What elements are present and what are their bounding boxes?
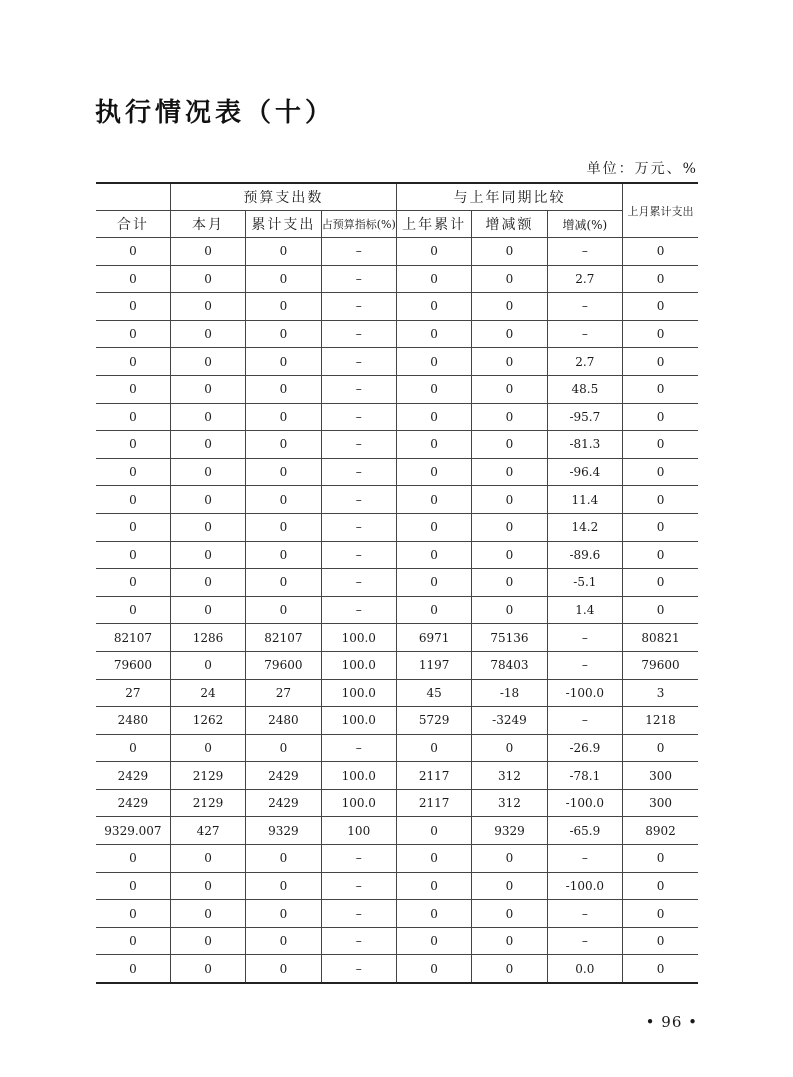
cell-cumulative: 0 [246, 900, 321, 928]
cell-last-month: 0 [623, 513, 698, 541]
cell-change-amount: 0 [472, 238, 547, 266]
cell-this-month: 1286 [170, 624, 245, 652]
cell-cumulative: 0 [246, 458, 321, 486]
cell-cumulative: 0 [246, 265, 321, 293]
cell-last-year: 0 [396, 734, 471, 762]
table-row [96, 569, 698, 597]
cell-last-year: 0 [396, 403, 471, 431]
cell-last-month: 300 [623, 789, 698, 817]
table-row [96, 872, 698, 900]
cell-total: 0 [96, 486, 170, 514]
cell-change-amount: 0 [472, 513, 547, 541]
header-total: 合计 [96, 211, 170, 238]
cell-change-pct: 48.5 [547, 375, 622, 403]
table-row [96, 320, 698, 348]
cell-total: 0 [96, 375, 170, 403]
cell-this-month: 1262 [170, 707, 245, 735]
cell-cumulative: 0 [246, 431, 321, 459]
cell-total: 27 [96, 679, 170, 707]
cell-total: 0 [96, 320, 170, 348]
cell-change-pct: -100.0 [547, 789, 622, 817]
cell-last-month: 0 [623, 348, 698, 376]
cell-last-month: 80821 [623, 624, 698, 652]
cell-cumulative: 0 [246, 375, 321, 403]
cell-pct-budget: – [321, 569, 396, 597]
cell-cumulative: 0 [246, 513, 321, 541]
cell-pct-budget: 100.0 [321, 762, 396, 790]
execution-table [96, 182, 698, 984]
cell-pct-budget: – [321, 320, 396, 348]
cell-last-year: 5729 [396, 707, 471, 735]
table-row [96, 789, 698, 817]
cell-this-month: 0 [170, 320, 245, 348]
cell-last-year: 0 [396, 900, 471, 928]
table-row [96, 265, 698, 293]
cell-pct-budget: – [321, 513, 396, 541]
cell-change-amount: 0 [472, 265, 547, 293]
cell-cumulative: 0 [246, 596, 321, 624]
cell-change-amount: 0 [472, 596, 547, 624]
cell-change-pct: – [547, 707, 622, 735]
cell-pct-budget: 100.0 [321, 651, 396, 679]
header-blank [96, 183, 170, 211]
cell-this-month: 2129 [170, 789, 245, 817]
table-row [96, 927, 698, 955]
cell-change-pct: -100.0 [547, 679, 622, 707]
cell-change-pct: – [547, 845, 622, 873]
cell-change-pct: 2.7 [547, 348, 622, 376]
cell-total: 0 [96, 734, 170, 762]
cell-total: 0 [96, 348, 170, 376]
cell-last-month: 0 [623, 265, 698, 293]
cell-last-month: 0 [623, 320, 698, 348]
cell-this-month: 0 [170, 900, 245, 928]
header-this-month: 本月 [170, 211, 245, 238]
cell-pct-budget: 100 [321, 817, 396, 845]
cell-change-pct: – [547, 624, 622, 652]
cell-change-amount: 0 [472, 872, 547, 900]
cell-change-amount: 75136 [472, 624, 547, 652]
cell-this-month: 0 [170, 734, 245, 762]
cell-last-year: 0 [396, 458, 471, 486]
cell-total: 79600 [96, 651, 170, 679]
cell-pct-budget: – [321, 375, 396, 403]
cell-change-amount: 312 [472, 789, 547, 817]
cell-cumulative: 79600 [246, 651, 321, 679]
cell-pct-budget: – [321, 486, 396, 514]
cell-change-pct: – [547, 238, 622, 266]
page-number: • 96 • [645, 1013, 698, 1031]
cell-this-month: 0 [170, 293, 245, 321]
cell-total: 2480 [96, 707, 170, 735]
table-row [96, 817, 698, 845]
cell-pct-budget: – [321, 458, 396, 486]
cell-last-year: 0 [396, 513, 471, 541]
table-row [96, 707, 698, 735]
cell-change-amount: 0 [472, 569, 547, 597]
cell-last-year: 0 [396, 238, 471, 266]
cell-this-month: 0 [170, 513, 245, 541]
cell-this-month: 0 [170, 541, 245, 569]
header-compare-group: 与上年同期比较 [396, 183, 622, 211]
cell-change-pct: -81.3 [547, 431, 622, 459]
cell-change-pct: – [547, 320, 622, 348]
cell-last-month: 0 [623, 927, 698, 955]
cell-total: 82107 [96, 624, 170, 652]
cell-pct-budget: – [321, 541, 396, 569]
cell-last-month: 0 [623, 375, 698, 403]
cell-change-pct: 1.4 [547, 596, 622, 624]
cell-last-year: 0 [396, 375, 471, 403]
cell-this-month: 0 [170, 375, 245, 403]
cell-this-month: 24 [170, 679, 245, 707]
cell-pct-budget: – [321, 927, 396, 955]
cell-cumulative: 82107 [246, 624, 321, 652]
cell-cumulative: 2429 [246, 762, 321, 790]
header-last-month: 上月累计支出 [623, 183, 698, 238]
cell-total: 0 [96, 458, 170, 486]
cell-total: 0 [96, 927, 170, 955]
cell-last-month: 3 [623, 679, 698, 707]
cell-total: 0 [96, 900, 170, 928]
cell-change-amount: 0 [472, 458, 547, 486]
cell-change-amount: 0 [472, 403, 547, 431]
cell-change-amount: 0 [472, 348, 547, 376]
cell-last-year: 0 [396, 486, 471, 514]
header-row-group [96, 183, 698, 211]
cell-cumulative: 0 [246, 348, 321, 376]
cell-cumulative: 0 [246, 238, 321, 266]
cell-cumulative: 0 [246, 927, 321, 955]
cell-last-year: 0 [396, 596, 471, 624]
cell-change-amount: -3249 [472, 707, 547, 735]
cell-last-year: 2117 [396, 762, 471, 790]
cell-pct-budget: – [321, 265, 396, 293]
cell-cumulative: 2480 [246, 707, 321, 735]
cell-change-pct: -95.7 [547, 403, 622, 431]
cell-this-month: 0 [170, 403, 245, 431]
cell-last-year: 45 [396, 679, 471, 707]
cell-total: 0 [96, 955, 170, 983]
cell-last-year: 0 [396, 320, 471, 348]
cell-pct-budget: – [321, 900, 396, 928]
table-row [96, 679, 698, 707]
table-body [96, 238, 698, 984]
cell-pct-budget: – [321, 872, 396, 900]
cell-change-amount: 0 [472, 955, 547, 983]
cell-last-year: 0 [396, 845, 471, 873]
table-row [96, 624, 698, 652]
cell-cumulative: 0 [246, 872, 321, 900]
cell-last-year: 0 [396, 293, 471, 321]
table-row [96, 458, 698, 486]
cell-cumulative: 0 [246, 955, 321, 983]
header-budget-group: 预算支出数 [170, 183, 396, 211]
cell-this-month: 0 [170, 431, 245, 459]
cell-pct-budget: – [321, 238, 396, 266]
cell-last-year: 0 [396, 927, 471, 955]
cell-this-month: 0 [170, 845, 245, 873]
cell-change-amount: 0 [472, 320, 547, 348]
cell-pct-budget: 100.0 [321, 679, 396, 707]
cell-total: 2429 [96, 762, 170, 790]
cell-cumulative: 0 [246, 569, 321, 597]
cell-total: 9329.007 [96, 817, 170, 845]
cell-last-year: 2117 [396, 789, 471, 817]
cell-total: 0 [96, 293, 170, 321]
cell-change-amount: 0 [472, 431, 547, 459]
cell-this-month: 0 [170, 486, 245, 514]
cell-cumulative: 0 [246, 293, 321, 321]
header-last-year: 上年累计 [396, 211, 471, 238]
cell-last-month: 1218 [623, 707, 698, 735]
unit-label: 单位：万元、% [586, 161, 698, 177]
cell-change-amount: 0 [472, 293, 547, 321]
cell-pct-budget: – [321, 955, 396, 983]
cell-pct-budget: – [321, 403, 396, 431]
cell-change-amount: 312 [472, 762, 547, 790]
cell-last-month: 8902 [623, 817, 698, 845]
table-row [96, 348, 698, 376]
cell-pct-budget: – [321, 293, 396, 321]
cell-change-pct: 11.4 [547, 486, 622, 514]
cell-change-pct: – [547, 651, 622, 679]
cell-total: 0 [96, 265, 170, 293]
cell-change-pct: – [547, 900, 622, 928]
cell-change-pct: -89.6 [547, 541, 622, 569]
cell-last-month: 79600 [623, 651, 698, 679]
table-row [96, 513, 698, 541]
cell-last-month: 0 [623, 238, 698, 266]
table-row [96, 293, 698, 321]
cell-pct-budget: – [321, 845, 396, 873]
cell-cumulative: 0 [246, 845, 321, 873]
cell-pct-budget: 100.0 [321, 707, 396, 735]
cell-this-month: 0 [170, 238, 245, 266]
header-pct-budget: 占预算指标(%) [321, 211, 396, 238]
cell-total: 0 [96, 431, 170, 459]
cell-total: 0 [96, 845, 170, 873]
cell-pct-budget: – [321, 734, 396, 762]
cell-change-pct: 0.0 [547, 955, 622, 983]
cell-last-year: 0 [396, 431, 471, 459]
cell-change-amount: 0 [472, 900, 547, 928]
cell-total: 0 [96, 569, 170, 597]
cell-this-month: 0 [170, 872, 245, 900]
cell-cumulative: 0 [246, 486, 321, 514]
table-row [96, 734, 698, 762]
cell-last-year: 0 [396, 265, 471, 293]
cell-cumulative: 0 [246, 403, 321, 431]
cell-last-month: 0 [623, 734, 698, 762]
cell-last-month: 0 [623, 596, 698, 624]
cell-last-year: 1197 [396, 651, 471, 679]
cell-last-year: 0 [396, 817, 471, 845]
cell-this-month: 0 [170, 458, 245, 486]
cell-last-year: 0 [396, 541, 471, 569]
cell-change-pct: – [547, 927, 622, 955]
header-change-pct: 增减(%) [547, 211, 622, 238]
table-row [96, 955, 698, 983]
cell-this-month: 0 [170, 265, 245, 293]
cell-change-pct: -78.1 [547, 762, 622, 790]
cell-change-amount: 78403 [472, 651, 547, 679]
cell-change-amount: 0 [472, 486, 547, 514]
cell-this-month: 0 [170, 569, 245, 597]
cell-total: 0 [96, 872, 170, 900]
cell-change-pct: -5.1 [547, 569, 622, 597]
cell-change-pct: 14.2 [547, 513, 622, 541]
table-row [96, 762, 698, 790]
cell-change-amount: 0 [472, 375, 547, 403]
cell-cumulative: 9329 [246, 817, 321, 845]
cell-cumulative: 2429 [246, 789, 321, 817]
table-row [96, 486, 698, 514]
cell-change-amount: 0 [472, 734, 547, 762]
cell-last-month: 0 [623, 541, 698, 569]
cell-pct-budget: 100.0 [321, 789, 396, 817]
cell-this-month: 0 [170, 651, 245, 679]
cell-change-amount: 0 [472, 927, 547, 955]
cell-cumulative: 0 [246, 320, 321, 348]
cell-last-month: 0 [623, 293, 698, 321]
cell-last-month: 0 [623, 431, 698, 459]
cell-total: 0 [96, 596, 170, 624]
cell-last-year: 0 [396, 955, 471, 983]
cell-total: 0 [96, 403, 170, 431]
table-row [96, 845, 698, 873]
cell-last-year: 0 [396, 872, 471, 900]
cell-this-month: 0 [170, 596, 245, 624]
cell-change-pct: -26.9 [547, 734, 622, 762]
cell-this-month: 0 [170, 348, 245, 376]
cell-this-month: 2129 [170, 762, 245, 790]
cell-last-month: 0 [623, 458, 698, 486]
table-row [96, 375, 698, 403]
cell-last-month: 0 [623, 845, 698, 873]
cell-last-month: 300 [623, 762, 698, 790]
cell-change-pct: – [547, 293, 622, 321]
table-row [96, 431, 698, 459]
cell-last-month: 0 [623, 403, 698, 431]
cell-last-month: 0 [623, 872, 698, 900]
cell-change-amount: 9329 [472, 817, 547, 845]
table-row [96, 403, 698, 431]
table-row [96, 238, 698, 266]
cell-change-pct: -100.0 [547, 872, 622, 900]
cell-change-pct: 2.7 [547, 265, 622, 293]
header-cumulative: 累计支出 [246, 211, 321, 238]
cell-change-amount: 0 [472, 541, 547, 569]
table-row [96, 541, 698, 569]
cell-last-year: 6971 [396, 624, 471, 652]
cell-this-month: 427 [170, 817, 245, 845]
table-row [96, 900, 698, 928]
header-row-columns [96, 211, 698, 238]
cell-change-pct: -96.4 [547, 458, 622, 486]
cell-total: 0 [96, 541, 170, 569]
cell-last-month: 0 [623, 486, 698, 514]
cell-cumulative: 0 [246, 541, 321, 569]
table-row [96, 596, 698, 624]
table-row [96, 651, 698, 679]
cell-total: 2429 [96, 789, 170, 817]
cell-change-pct: -65.9 [547, 817, 622, 845]
cell-last-year: 0 [396, 569, 471, 597]
cell-pct-budget: – [321, 431, 396, 459]
cell-this-month: 0 [170, 955, 245, 983]
cell-last-month: 0 [623, 569, 698, 597]
cell-total: 0 [96, 513, 170, 541]
cell-change-amount: -18 [472, 679, 547, 707]
cell-pct-budget: 100.0 [321, 624, 396, 652]
cell-last-year: 0 [396, 348, 471, 376]
cell-pct-budget: – [321, 596, 396, 624]
cell-pct-budget: – [321, 348, 396, 376]
cell-this-month: 0 [170, 927, 245, 955]
cell-change-amount: 0 [472, 845, 547, 873]
cell-last-month: 0 [623, 955, 698, 983]
cell-last-month: 0 [623, 900, 698, 928]
cell-cumulative: 27 [246, 679, 321, 707]
cell-total: 0 [96, 238, 170, 266]
page-title: 执行情况表（十） [95, 98, 336, 128]
header-change-amount: 增减额 [472, 211, 547, 238]
cell-cumulative: 0 [246, 734, 321, 762]
